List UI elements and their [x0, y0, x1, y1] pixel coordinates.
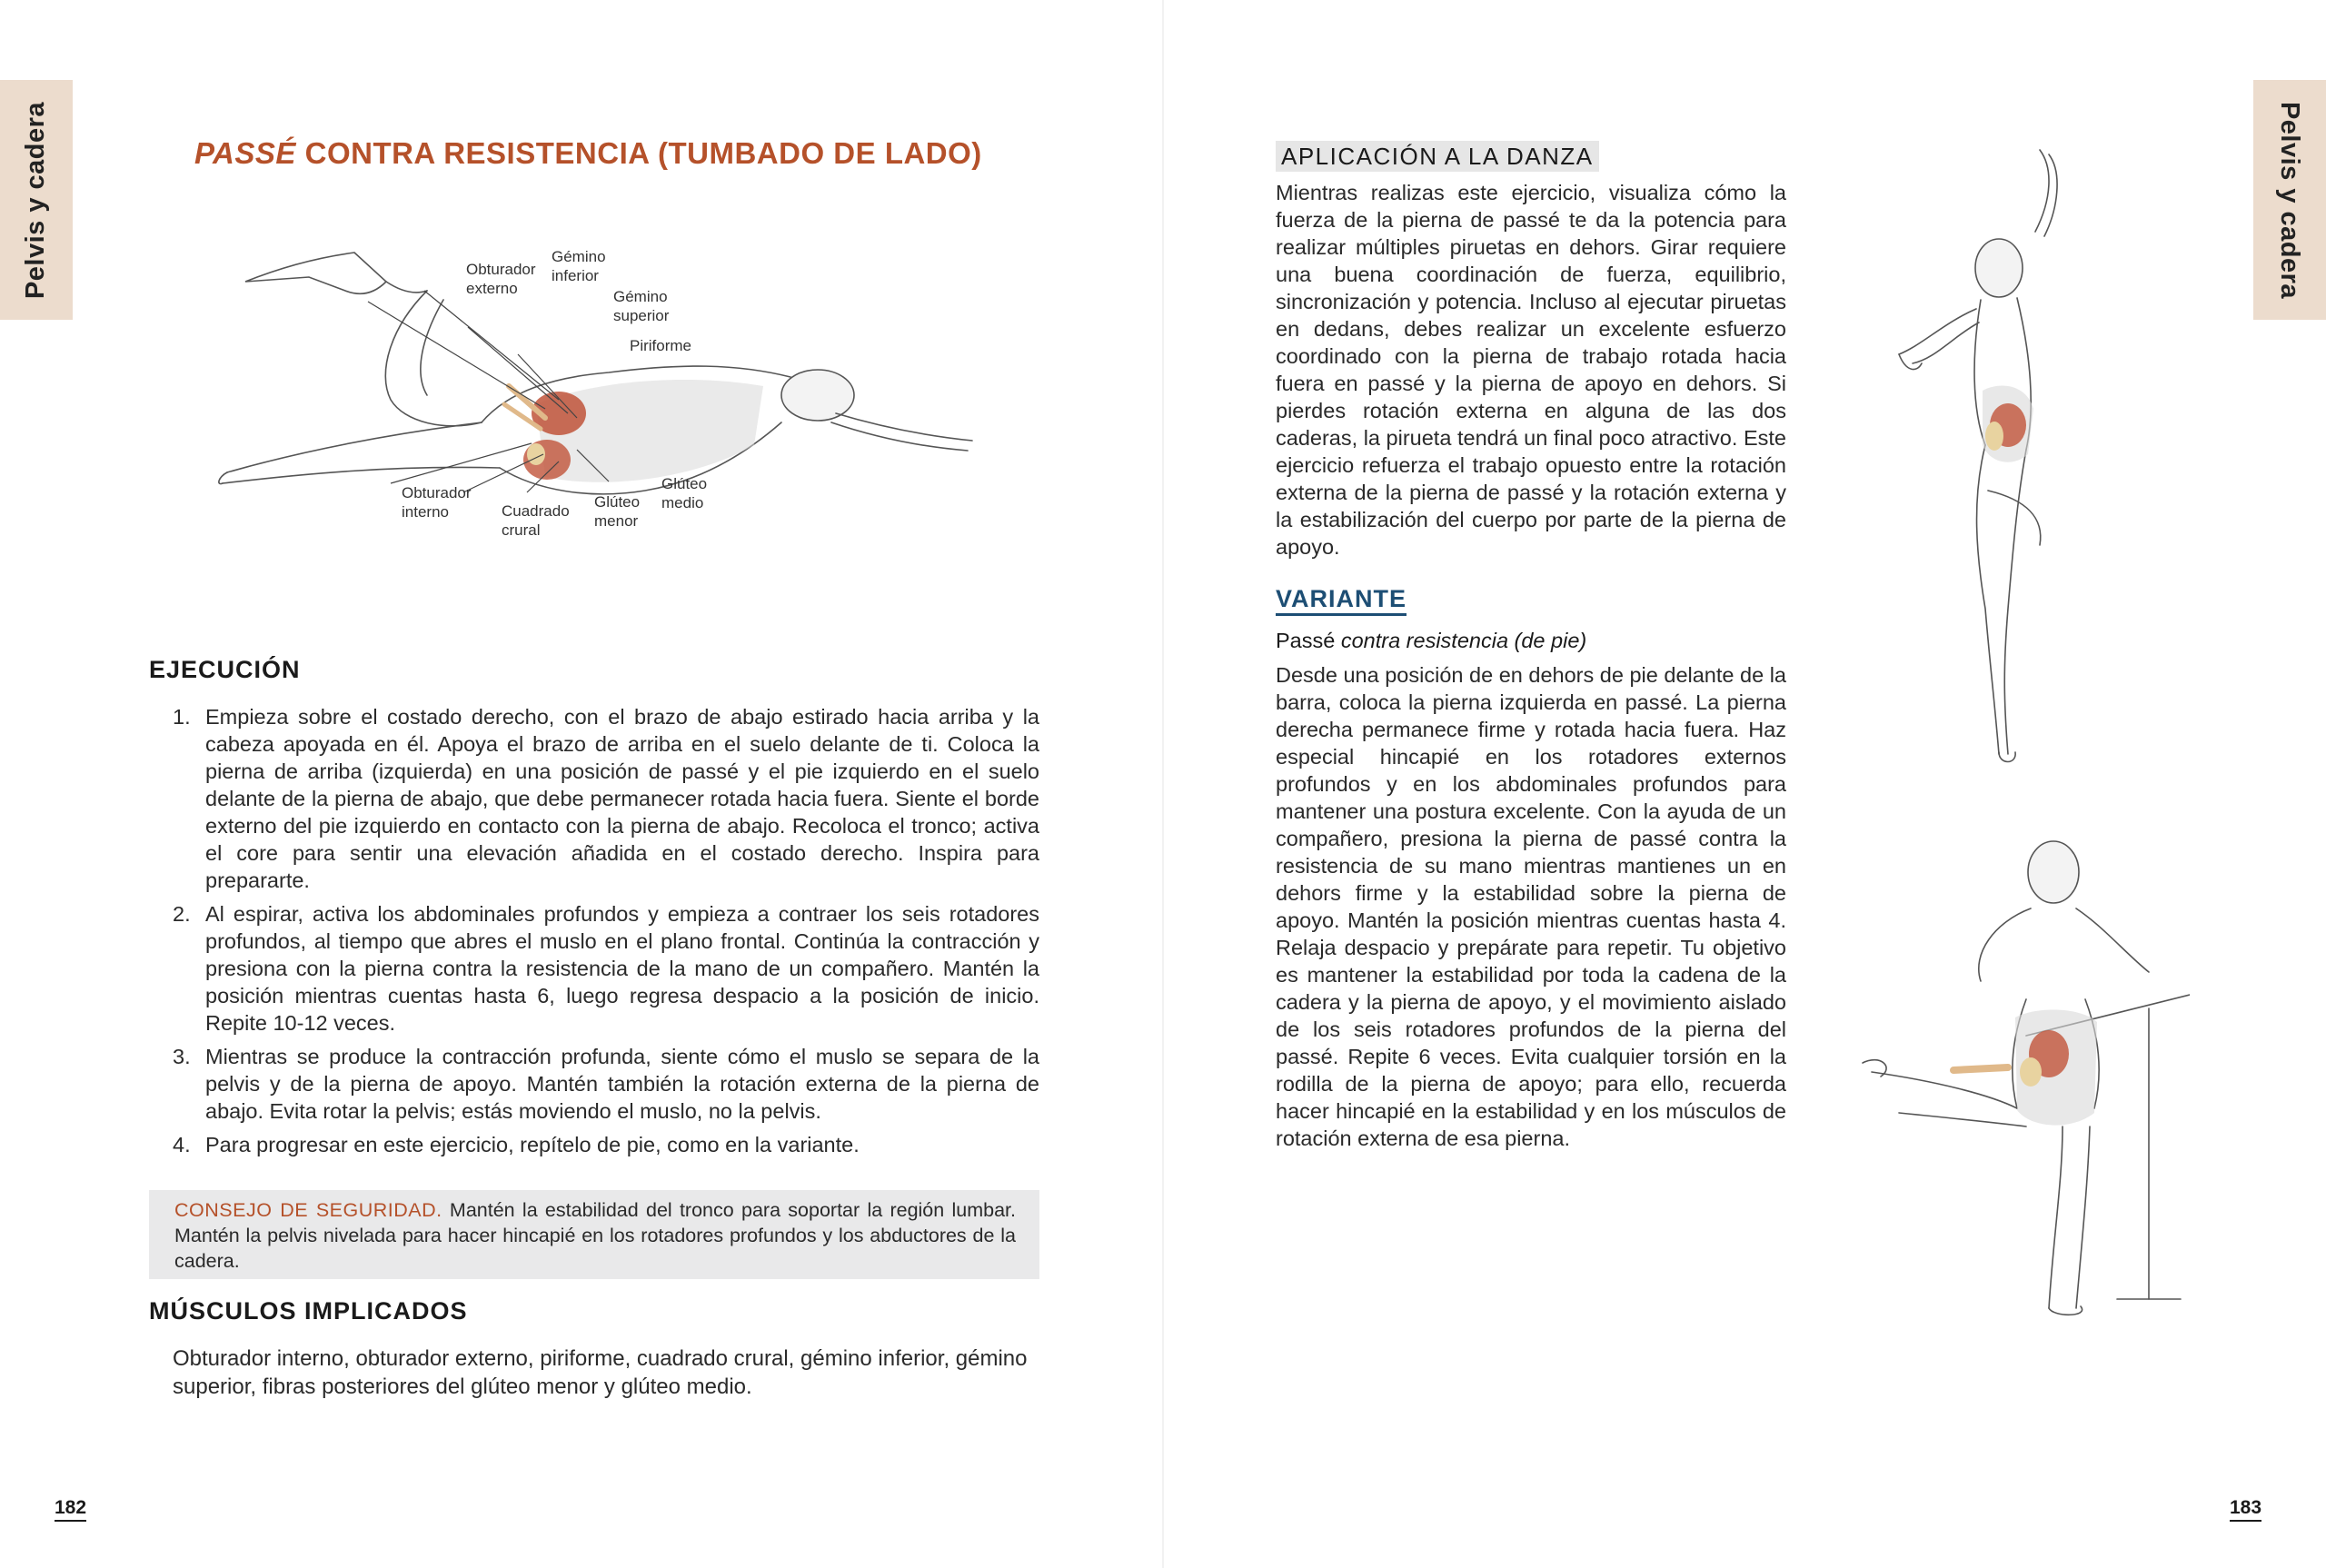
page-number-left: 182: [55, 1497, 86, 1522]
list-item: [173, 703, 1039, 894]
safety-callout: [149, 1190, 1039, 1279]
safety-label: CONSEJO DE SEGURIDAD.: [174, 1199, 442, 1221]
step-text: Para progresar en este ejercicio, repítelo de pie, como en la variante.: [205, 1133, 860, 1156]
title-italic: PASSÉ: [194, 136, 296, 170]
safety-text: Mantén la estabilidad del tronco para soportar la región lumbar. Mantén la pelvis nivelada para hacer hincapié en los rotadores profundos y los abductores de la cadera.: [174, 1199, 1016, 1272]
label-obturador-interno: Obturador interno: [402, 484, 472, 521]
variant-subtitle-italic: contra resistencia (de pie): [1340, 629, 1587, 652]
section-tab-left: [0, 80, 73, 320]
label-cuadrado-crural: Cuadrado crural: [502, 502, 570, 539]
label-piriforme: Piriforme: [630, 337, 692, 354]
muscles-text: Obturador interno, obturador externo, piriforme, cuadrado crural, gémino inferior, gémino superior, fibras posteriores del glúteo menor y glúteo medio.: [173, 1346, 1028, 1399]
section-tab-right: [2253, 80, 2326, 320]
label-gemino-superior: Gémino superior: [613, 288, 670, 324]
step-text: Al espirar, activa los abdominales profundos y empieza a contraer los seis rotadores profundos, al tiempo que abres el muslo en el plano frontal. Continúa la contracción y presiona con la pierna contra la resistencia de la mano de un compañero. Mantén la posición mientras cuentas hasta 6, luego regresa despacio a la posición de inicio. Repite 10-12 veces.: [205, 902, 1039, 1035]
variant-subtitle-plain: Passé: [1276, 629, 1341, 652]
label-gluteo-medio: Glúteo medio: [661, 475, 708, 511]
list-item: [173, 1131, 1039, 1158]
label-gemino-inferior: Gémino inferior: [552, 248, 606, 284]
application-text: Mientras realizas este ejercicio, visualiza cómo la fuerza de la pierna de passé te da la potencia para realizar múltiples piruetas en dehors. Girar requiere una buena coordinación de fuerza, equilibrio, sincronización y potencia. Incluso al ejecutar piruetas en dedans, debes realizar un excelente esfuerzo coordinado con la pierna de trabajo rotada hacia fuera en passé y la pierna de apoyo en dehors. Si pierdes rotación externa en alguna de las dos caderas, la pirueta tendrá un final poco atractivo. Este ejercicio refuerza el trabajo opuesto entre la rotación externa de la pierna de passé y la rotación externa y la estabilización del cuerpo por parte de la pierna de apoyo.: [1276, 181, 1786, 559]
variant-subtitle: [1276, 629, 1586, 653]
section-tab-label: Pelvis y cadera: [2275, 101, 2305, 299]
application-heading: APLICACIÓN A LA DANZA: [1276, 141, 1599, 172]
step-number: 2.: [173, 902, 191, 926]
step-number: 1.: [173, 705, 191, 729]
muscles-heading: MÚSCULOS IMPLICADOS: [149, 1297, 468, 1325]
step-text: Mientras se produce la contracción profunda, siente cómo el muslo se separa de la pelvis y de la pierna de apoyo. Mantén también la rotación externa de la pierna de abajo. Evita rotar la pelvis; estás moviendo el muslo, no la pelvis.: [205, 1045, 1039, 1123]
step-text: Empieza sobre el costado derecho, con el brazo de abajo estirado hacia arriba y la cabeza apoyada en él. Apoya el brazo de arriba en el suelo delante de ti. Coloca la pierna de arriba (izquierda) en una posición de passé y el pie izquierdo en el suelo delante de la pierna de abajo, que debe permanecer rotada hacia fuera. Siente el borde externo del pie izquierdo en contacto con la pierna de abajo. Recoloca el tronco; activa el core para sentir una elevación añadida en el costado derecho. Inspira para prepararte.: [205, 705, 1039, 892]
step-number: 3.: [173, 1045, 191, 1068]
dancer-pirouette-illustration: [1881, 136, 2117, 772]
label-gluteo-menor: Glúteo menor: [594, 493, 641, 530]
anatomy-figure-lying: [209, 227, 990, 554]
label-obturador-externo: Obturador externo: [466, 261, 536, 297]
variant-text: Desde una posición de en dehors de pie delante de la barra, coloca la pierna izquierda en passé. La pierna derecha permanece firme y rotada hacia fuera. Haz especial hincapié en los rotadores externos profundos y en los abdominales profundos para mantener una postura excelente. Con la ayuda de un compañero, presiona la pierna de passé contra la resistencia de su mano mientras mantienes un en dehors firme y la estabilidad sobre la pierna de apoyo. Mantén la posición mientras cuentas hasta 4. Relaja despacio y prepárate para repetir. Tu objetivo es mantener la estabilidad por toda la cadena de la cadera y la pierna de apoyo, y el movimiento aislado de los seis rotadores profundos de la pierna del passé. Repite 6 veces. Evita cualquier torsión en la rodilla de la pierna de apoyo; para ello, recuerda hacer hincapié en la estabilidad y en los músculos de rotación externa de esa pierna.: [1276, 663, 1786, 1150]
section-tab-label: Pelvis y cadera: [21, 101, 51, 299]
list-item: [173, 1043, 1039, 1125]
barre-figure: [1844, 836, 2190, 1326]
list-item: [173, 900, 1039, 1037]
pirouette-figure: [1881, 136, 2117, 772]
page-number-right: 183: [2230, 1497, 2261, 1522]
execution-steps: [173, 703, 1039, 1165]
title-rest: CONTRA RESISTENCIA (TUMBADO DE LADO): [295, 136, 982, 170]
dancer-barre-illustration: [1844, 836, 2190, 1326]
step-number: 4.: [173, 1133, 191, 1156]
exercise-title: [194, 136, 982, 171]
execution-heading: EJECUCIÓN: [149, 656, 301, 683]
variant-heading: VARIANTE: [1276, 585, 1407, 616]
spread-gutter: [1162, 0, 1164, 1568]
